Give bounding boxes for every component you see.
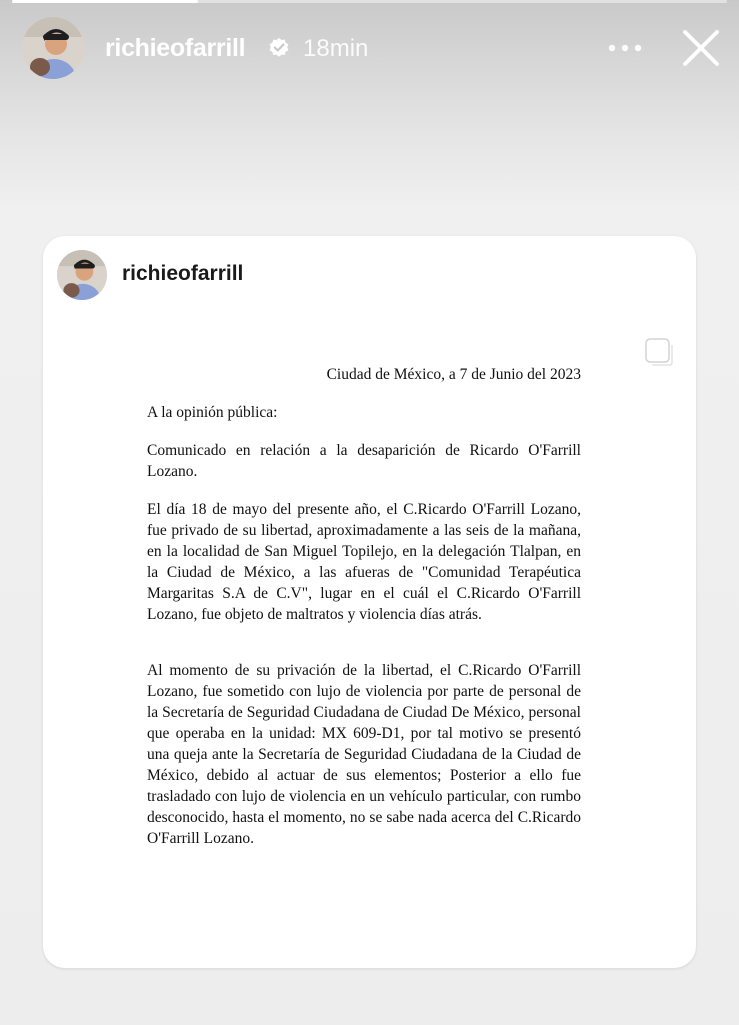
document-paragraph: Al momento de su privación de la libertad, el C.Ricardo O'Farrill Lozano, fue sometido con lujo de violencia por parte de personal de la Secretaría de Seguridad Ciudadana de Ciudad De México, personal que operaba en la unidad: MX 609-D1, por tal motivo se presentó una queja ante la Secretaría de Seguridad Ciudadana de la Ciudad de México, debido al actuar de sus elementos; Posterior a ello fue trasladado con lujo de violencia en un vehículo particular, con rumbo desconocido, hasta el momento, no se sabe nada acerca del C.Ricardo O'Farrill Lozano. bbox=[147, 662, 581, 847]
story-username[interactable]: richieofarrill bbox=[105, 34, 246, 62]
shared-post-card[interactable] bbox=[43, 236, 696, 968]
close-icon[interactable] bbox=[682, 29, 720, 67]
post-username[interactable]: richieofarrill bbox=[122, 262, 244, 285]
story-timestamp: 18min bbox=[303, 35, 369, 62]
profile-avatar[interactable] bbox=[22, 17, 84, 79]
verified-badge-icon bbox=[268, 37, 290, 59]
square-icon bbox=[644, 337, 674, 367]
ellipsis-icon[interactable] bbox=[608, 44, 642, 52]
document-paragraph: El día 18 de mayo del presente año, el C.Ricardo O'Farrill Lozano, fue privado de su libertad, aproximadamente a las seis de la mañana, en la localidad de San Miguel Topilejo, en la delegación Tlalpan, en la Ciudad de México, a las afueras de "Comunidad Terapéutica Margaritas S.A de C.V", lugar en el cuál el C.Ricardo O'Farrill Lozano, fue objeto de maltratos y violencia días atrás. bbox=[147, 501, 581, 623]
press-release-document bbox=[147, 364, 581, 866]
document-date: Ciudad de México, a 7 de Junio del 2023 bbox=[326, 366, 581, 383]
avatar-photo bbox=[57, 250, 107, 300]
document-salutation: A la opinión pública: bbox=[147, 404, 278, 421]
post-avatar[interactable] bbox=[57, 250, 107, 300]
story-header bbox=[0, 0, 739, 100]
document-subject: Comunicado en relación a la desaparición de Ricardo O'Farrill Lozano. bbox=[147, 442, 581, 480]
avatar-photo bbox=[22, 17, 84, 79]
